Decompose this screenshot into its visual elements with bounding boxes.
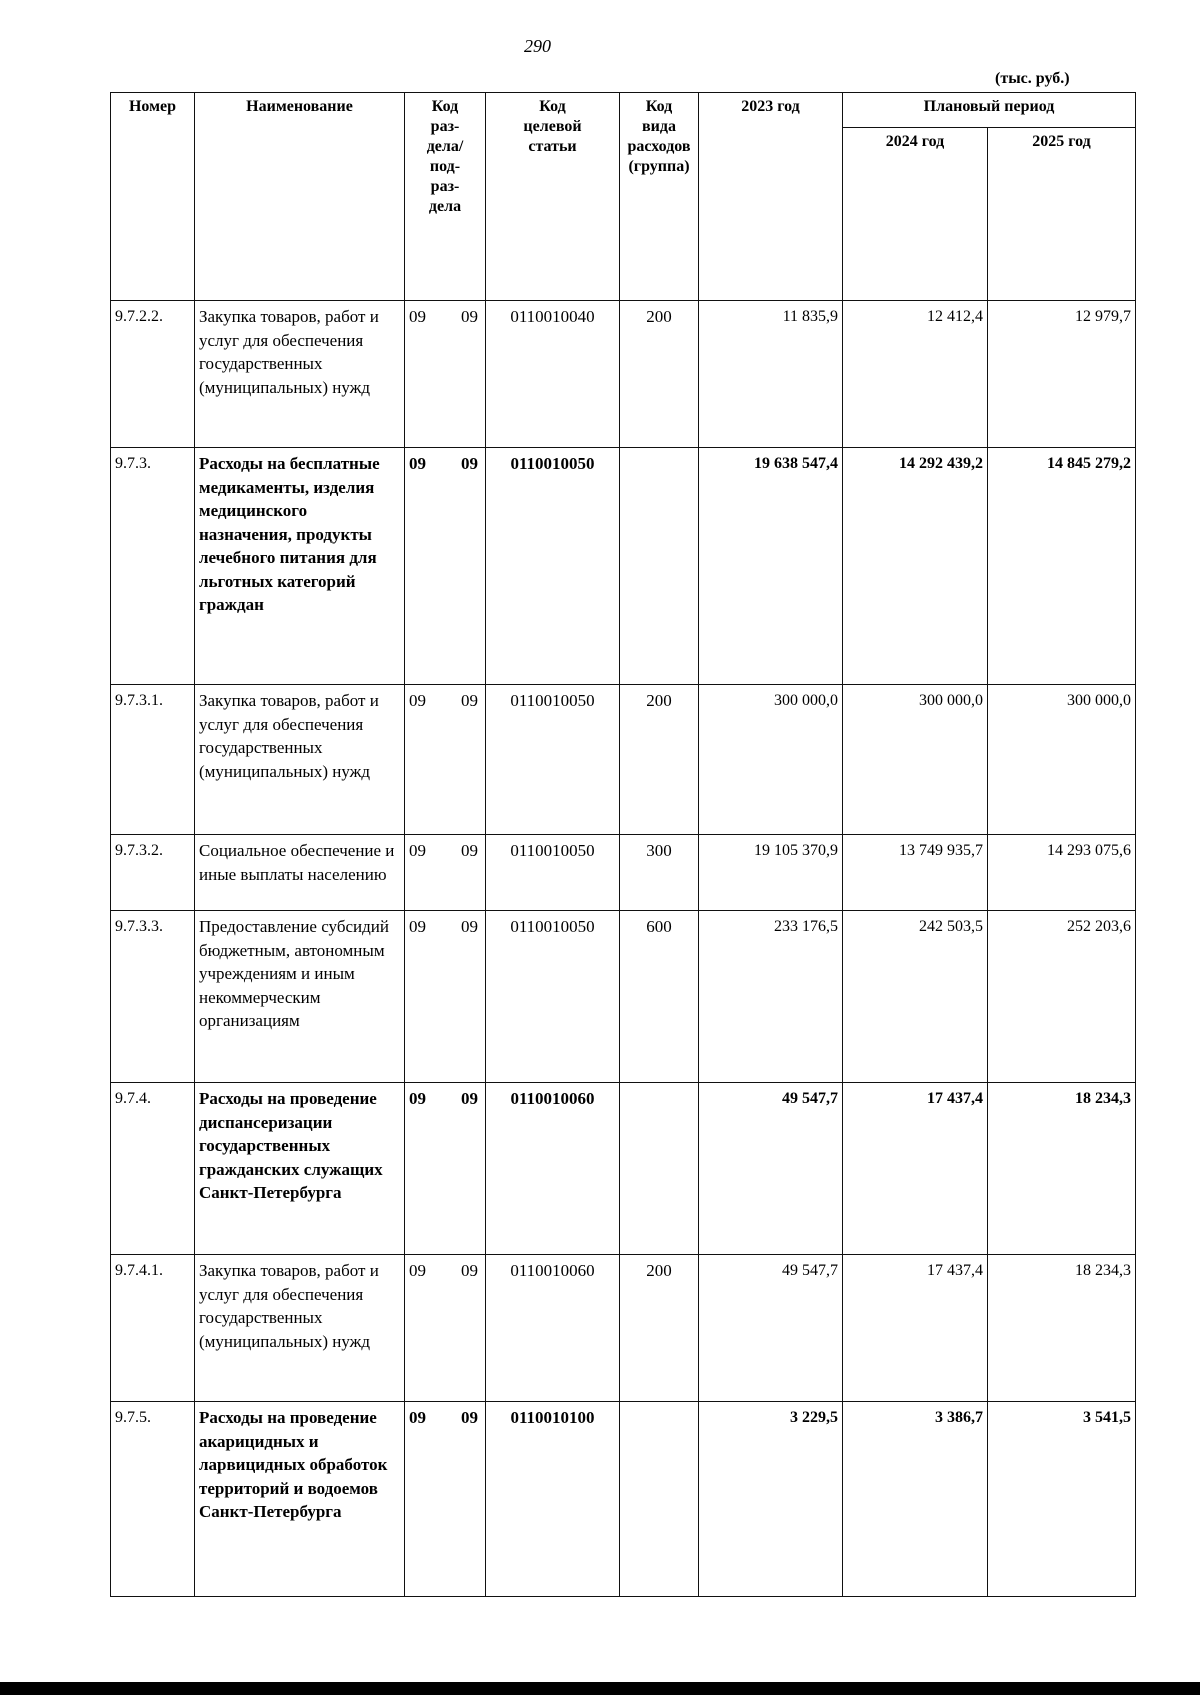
row-razdel [405, 911, 486, 1083]
page-number: 290 [524, 36, 551, 56]
row-2025: 14 293 075,6 [988, 835, 1136, 911]
razdel-code: 09 [409, 1408, 426, 1427]
units-label: (тыс. руб.) [995, 70, 1070, 87]
row-2024: 13 749 935,7 [843, 835, 988, 911]
razdel-code: 09 [409, 841, 426, 860]
row-name: Расходы на проведение акарицидных и ларвицидных обработок территорий и водоемов Санкт-Петербурга [195, 1402, 405, 1597]
header-name: Наименование [195, 93, 405, 301]
subrazdel-code: 09 [461, 841, 478, 860]
row-2023: 19 638 547,4 [699, 448, 843, 685]
row-number: 9.7.4. [111, 1083, 195, 1255]
row-name: Закупка товаров, работ и услуг для обеспечения государственных (муниципальных) нужд [195, 1255, 405, 1402]
row-2024: 17 437,4 [843, 1255, 988, 1402]
razdel-code: 09 [409, 917, 426, 936]
row-name: Предоставление субсидий бюджетным, автономным учреждениям и иным некоммерческим организациям [195, 911, 405, 1083]
row-2025: 18 234,3 [988, 1083, 1136, 1255]
header-target-article: Код целевой статьи [486, 93, 620, 301]
row-number: 9.7.2.2. [111, 301, 195, 448]
row-expense-kind: 200 [620, 685, 699, 835]
subrazdel-code: 09 [461, 307, 478, 326]
row-target-code: 0110010050 [486, 911, 620, 1083]
row-2024: 242 503,5 [843, 911, 988, 1083]
row-number: 9.7.3.1. [111, 685, 195, 835]
row-target-code: 0110010050 [486, 685, 620, 835]
subrazdel-code: 09 [461, 454, 478, 473]
row-number: 9.7.4.1. [111, 1255, 195, 1402]
row-target-code: 0110010050 [486, 835, 620, 911]
subrazdel-code: 09 [461, 691, 478, 710]
row-2023: 19 105 370,9 [699, 835, 843, 911]
row-target-code: 0110010060 [486, 1255, 620, 1402]
header-razdel: Код раз- дела/ под- раз- дела [405, 93, 486, 301]
row-expense-kind [620, 448, 699, 685]
row-2023: 3 229,5 [699, 1402, 843, 1597]
row-target-code: 0110010100 [486, 1402, 620, 1597]
row-expense-kind: 200 [620, 1255, 699, 1402]
subrazdel-code: 09 [461, 1408, 478, 1427]
row-expense-kind: 200 [620, 301, 699, 448]
subrazdel-code: 09 [461, 1261, 478, 1280]
budget-table [110, 92, 1136, 1597]
row-2025: 18 234,3 [988, 1255, 1136, 1402]
table-row [111, 685, 1136, 835]
row-2025: 12 979,7 [988, 301, 1136, 448]
row-razdel [405, 1083, 486, 1255]
row-name: Закупка товаров, работ и услуг для обеспечения государственных (муниципальных) нужд [195, 685, 405, 835]
row-razdel [405, 835, 486, 911]
row-2025: 252 203,6 [988, 911, 1136, 1083]
razdel-code: 09 [409, 454, 426, 473]
table-row [111, 1083, 1136, 1255]
row-2023: 233 176,5 [699, 911, 843, 1083]
table-row [111, 448, 1136, 685]
row-2025: 300 000,0 [988, 685, 1136, 835]
row-expense-kind: 600 [620, 911, 699, 1083]
table-row [111, 301, 1136, 448]
row-razdel [405, 1255, 486, 1402]
row-2025: 3 541,5 [988, 1402, 1136, 1597]
row-2025: 14 845 279,2 [988, 448, 1136, 685]
row-number: 9.7.3. [111, 448, 195, 685]
row-name: Расходы на бесплатные медикаменты, изделия медицинского назначения, продукты лечебного питания для льготных категорий граждан [195, 448, 405, 685]
razdel-code: 09 [409, 1261, 426, 1280]
row-number: 9.7.3.2. [111, 835, 195, 911]
header-plan-period: Плановый период [843, 93, 1136, 128]
row-2024: 300 000,0 [843, 685, 988, 835]
row-name: Закупка товаров, работ и услуг для обеспечения государственных (муниципальных) нужд [195, 301, 405, 448]
row-name: Социальное обеспечение и иные выплаты населению [195, 835, 405, 911]
row-number: 9.7.3.3. [111, 911, 195, 1083]
row-razdel [405, 1402, 486, 1597]
row-2024: 14 292 439,2 [843, 448, 988, 685]
row-expense-kind: 300 [620, 835, 699, 911]
header-2025: 2025 год [988, 128, 1136, 301]
subrazdel-code: 09 [461, 1089, 478, 1108]
row-2023: 300 000,0 [699, 685, 843, 835]
row-2024: 3 386,7 [843, 1402, 988, 1597]
row-razdel [405, 685, 486, 835]
row-razdel [405, 448, 486, 685]
table-row [111, 911, 1136, 1083]
header-expense-kind: Код вида расходов (группа) [620, 93, 699, 301]
razdel-code: 09 [409, 691, 426, 710]
table-row [111, 1402, 1136, 1597]
row-2023: 49 547,7 [699, 1255, 843, 1402]
row-expense-kind [620, 1083, 699, 1255]
scan-border [0, 1682, 1200, 1695]
header-2023: 2023 год [699, 93, 843, 301]
header-2024: 2024 год [843, 128, 988, 301]
table-row [111, 835, 1136, 911]
row-target-code: 0110010040 [486, 301, 620, 448]
razdel-code: 09 [409, 1089, 426, 1108]
razdel-code: 09 [409, 307, 426, 326]
row-name: Расходы на проведение диспансеризации государственных гражданских служащих Санкт-Петербурга [195, 1083, 405, 1255]
row-target-code: 0110010060 [486, 1083, 620, 1255]
row-2023: 11 835,9 [699, 301, 843, 448]
row-2023: 49 547,7 [699, 1083, 843, 1255]
row-2024: 17 437,4 [843, 1083, 988, 1255]
row-razdel [405, 301, 486, 448]
row-number: 9.7.5. [111, 1402, 195, 1597]
header-number: Номер [111, 93, 195, 301]
row-target-code: 0110010050 [486, 448, 620, 685]
subrazdel-code: 09 [461, 917, 478, 936]
row-2024: 12 412,4 [843, 301, 988, 448]
table-row [111, 1255, 1136, 1402]
row-expense-kind [620, 1402, 699, 1597]
